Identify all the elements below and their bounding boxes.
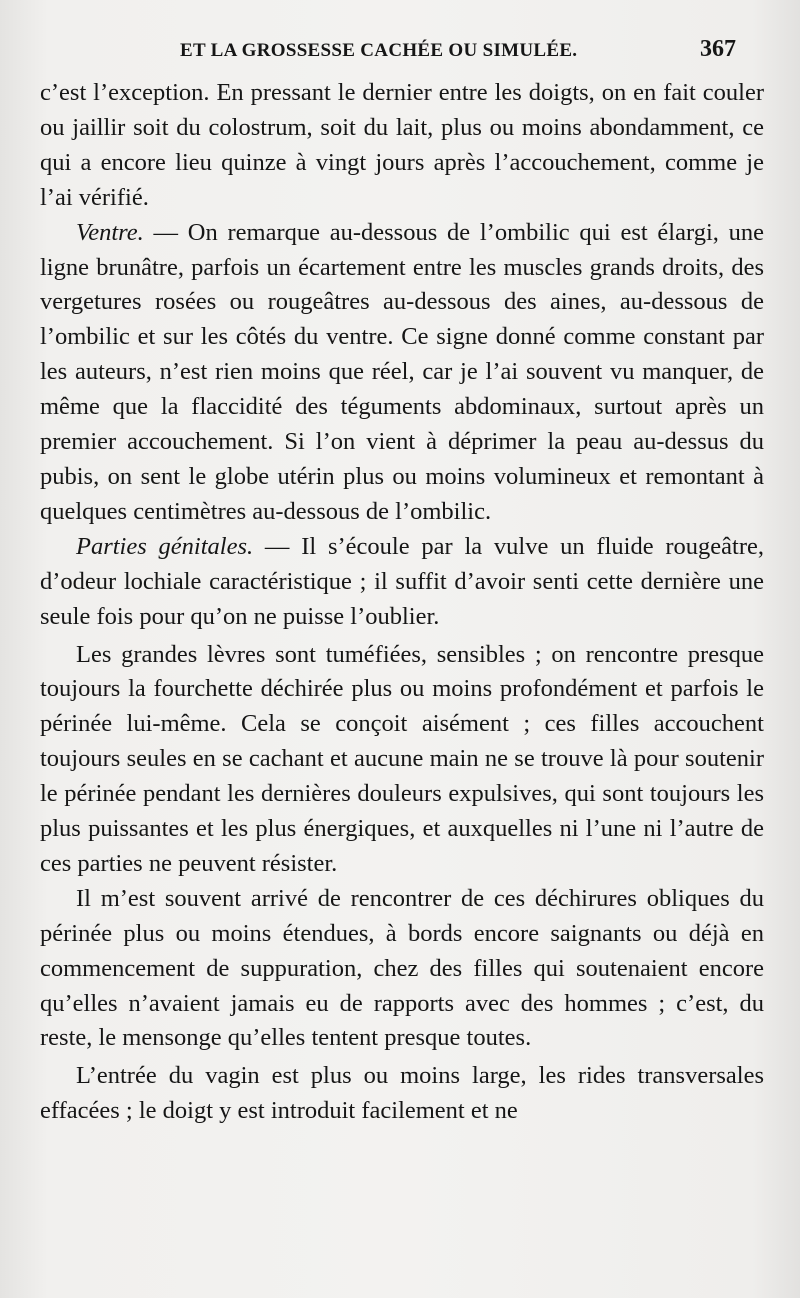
- paragraph-ventre: [40, 216, 764, 530]
- page-header: [40, 36, 740, 66]
- paragraph-text: Les grandes lèvres sont tuméfiées, sensibles ; on rencontre presque toujours la fourchette déchirée plus ou moins profondément et parfois le périnée lui-même. Cela se conçoit aisément ; ces filles accouchent toujours seules en se cachant et aucune main ne se trouve là pour soutenir le périnée pendant les dernières douleurs expulsives, qui sont toujours les plus puissantes et les plus énergiques, et auxquelles ni l’une ni l’autre de ces parties ne peuvent résister.: [40, 640, 764, 877]
- page-number: 367: [700, 36, 736, 62]
- paragraph-vagin: [40, 1059, 764, 1129]
- section-heading-parties-genitales: Parties génitales.: [76, 532, 254, 560]
- section-heading-ventre: Ventre.: [76, 218, 144, 246]
- paragraph-dechirures: [40, 882, 764, 1057]
- paragraph-text: — Il s’écoule par la vulve un fluide rougeâtre, d’odeur lochiale caractéristique ; il suffit d’avoir senti cette dernière une seule fois pour qu’on ne puisse l’oublier.: [40, 532, 764, 630]
- paragraph-breasts-continued: [40, 76, 764, 216]
- paragraph-text: Il m’est souvent arrivé de rencontrer de ces déchirures obliques du périnée plus ou moins étendues, à bords encore saignants ou déjà en commencement de suppuration, chez des filles qui soutenaient encore qu’elles n’avaient jamais eu de rapports avec des hommes ; c’est, du reste, le mensonge qu’elles tentent presque toutes.: [40, 884, 764, 1052]
- paragraph-text: L’entrée du vagin est plus ou moins large, les rides transversales effacées ; le doigt y est introduit facilement et ne: [40, 1062, 764, 1125]
- paragraph-grandes-levres: [40, 638, 764, 882]
- paragraph-text: — On remarque au-dessous de l’ombilic qui est élargi, une ligne brunâtre, parfois un écartement entre les muscles grands droits, des vergetures rosées ou rougeâtres au-dessous des aines, au-dessous de l’ombilic et sur les côtés du ventre. Ce signe donné comme constant par les auteurs, n’est rien moins que réel, car je l’ai souvent vu manquer, de même que la flaccidité des téguments abdominaux, surtout après un premier accouchement. Si l’on vient à déprimer la peau au-dessus du pubis, on sent le globe utérin plus ou moins volumineux et remontant à quelques centimètres au-dessous de l’ombilic.: [40, 218, 764, 525]
- paragraph-text: c’est l’exception. En pressant le dernier entre les doigts, on en fait couler ou jaillir soit du colostrum, soit du lait, plus ou moins abondamment, ce qui a encore lieu quinze à vingt jours après l’accouchement, comme je l’ai vérifié.: [40, 79, 764, 211]
- running-title: ET LA GROSSESSE CACHÉE OU SIMULÉE.: [180, 40, 578, 61]
- paragraph-parties-genitales: [40, 530, 764, 635]
- body-text: [40, 76, 764, 1129]
